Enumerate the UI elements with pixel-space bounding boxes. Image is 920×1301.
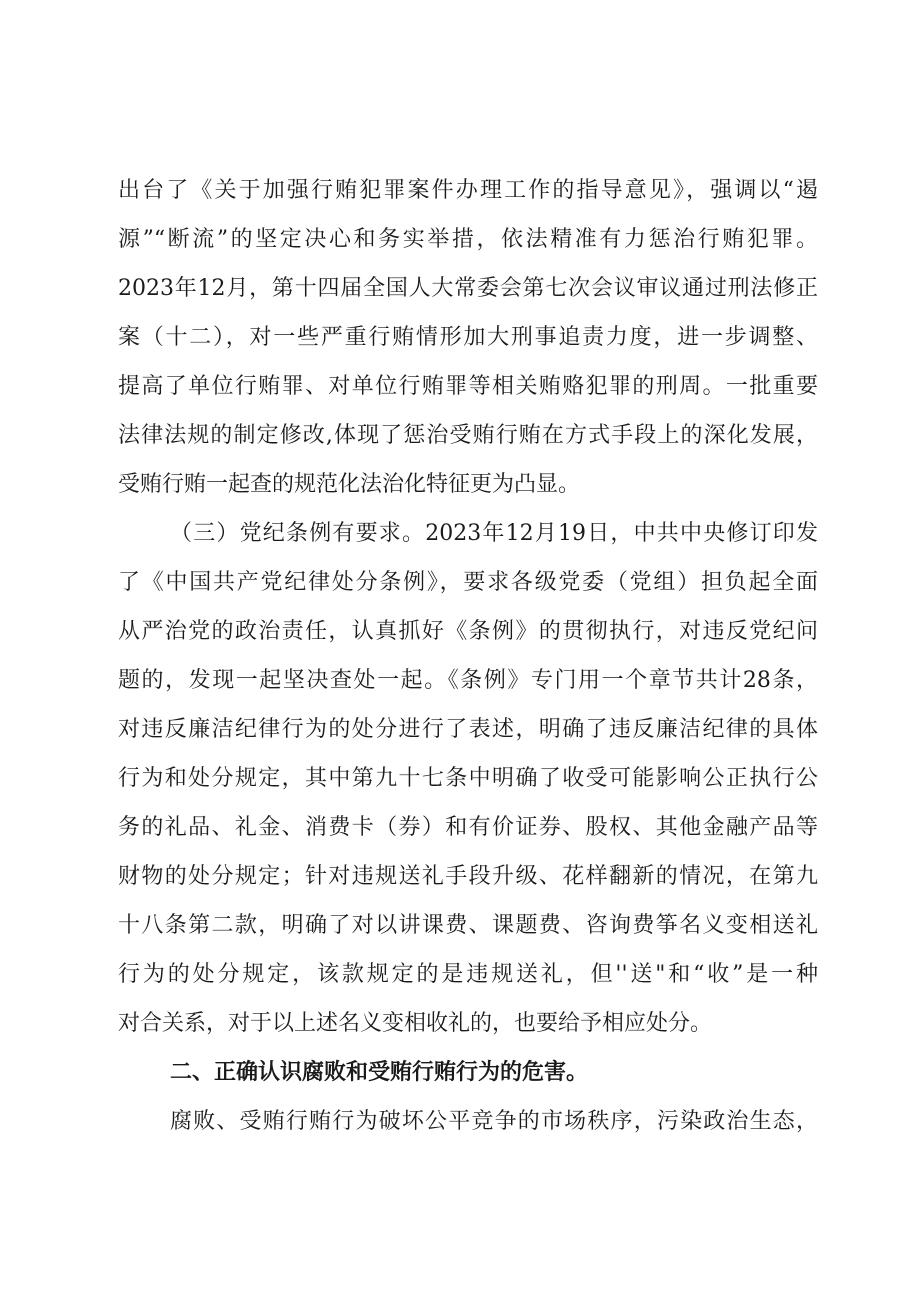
- paragraph-2-line-9: 十八条第二款，明确了对以讲课费、课题费、咨询费筝名义变相送礼: [118, 913, 818, 938]
- paragraph-1-line-7: 受贿行贿一起查的规范化法治化特征更为凸显。: [118, 472, 581, 497]
- paragraph-1-line-1: 出台了《关于加强行贿犯罪案件办理工作的指导意见》，强调以“遏: [118, 178, 818, 203]
- paragraph-2-line-2: 了《中国共产党纪律处分条例》，要求各级党委（党组）担负起全面: [118, 570, 818, 595]
- paragraph-1-line-6: 法律法规的制定修改,体现了惩治受贿行贿在方式手段上的深化发展，: [118, 423, 818, 448]
- paragraph-2-line-6: 行为和处分规定，其中第九十七条中明确了收受可能影响公正执行公: [118, 766, 818, 791]
- paragraph-2-line-1: （三）党纪条例有要求。2023年12月19日，中共中央修订印发: [170, 521, 818, 546]
- paragraph-2-line-11: 对合关系，对于以上述名义变相收礼的，也要给予相应处分。: [118, 1011, 713, 1036]
- paragraph-1-line-2: 源”“断流”的坚定决心和务实举措，依法精准有力惩治行贿犯罪。: [118, 227, 818, 252]
- paragraph-2-line-10: 行为的处分规定，该款规定的是违规送礼，但''送"和“收”是一种: [118, 962, 818, 987]
- paragraph-2-line-7: 务的礼品、礼金、消费卡（券）和有价证券、股权、其他金融产品等: [118, 815, 818, 840]
- paragraph-2-line-3: 从严治党的政治责任，认真抓好《条例》的贯彻执行，对违反党纪问: [118, 619, 818, 644]
- paragraph-1-line-4: 案（十二），对一些严重行贿情形加大刑事追责力度，进一步调整、: [118, 325, 818, 350]
- paragraph-3-line-1: 腐败、受贿行贿行为破坏公平竞争的市场秩序，污染政治生态，: [170, 1109, 818, 1134]
- section-heading-2: 二、正确认识腐败和受贿行贿行为的危害。: [170, 1060, 589, 1085]
- paragraph-2-line-5: 对违反廉洁纪律行为的处分进行了表述，明确了违反廉洁纪律的具体: [118, 717, 818, 742]
- paragraph-1-line-5: 提高了单位行贿罪、对单位行贿罪等相关贿赂犯罪的刑周。一批重要: [118, 374, 818, 399]
- paragraph-2-line-8: 财物的处分规定；针对违规送礼手段升级、花样翻新的情况，在第九: [118, 864, 818, 889]
- paragraph-1-line-3: 2023年12月，第十四届全国人大常委会第七次会议审议通过刑法修正: [118, 276, 818, 301]
- paragraph-2-line-4: 题的，发现一起坚决查处一起。《条例》专门用一个章节共计28条，: [118, 668, 818, 693]
